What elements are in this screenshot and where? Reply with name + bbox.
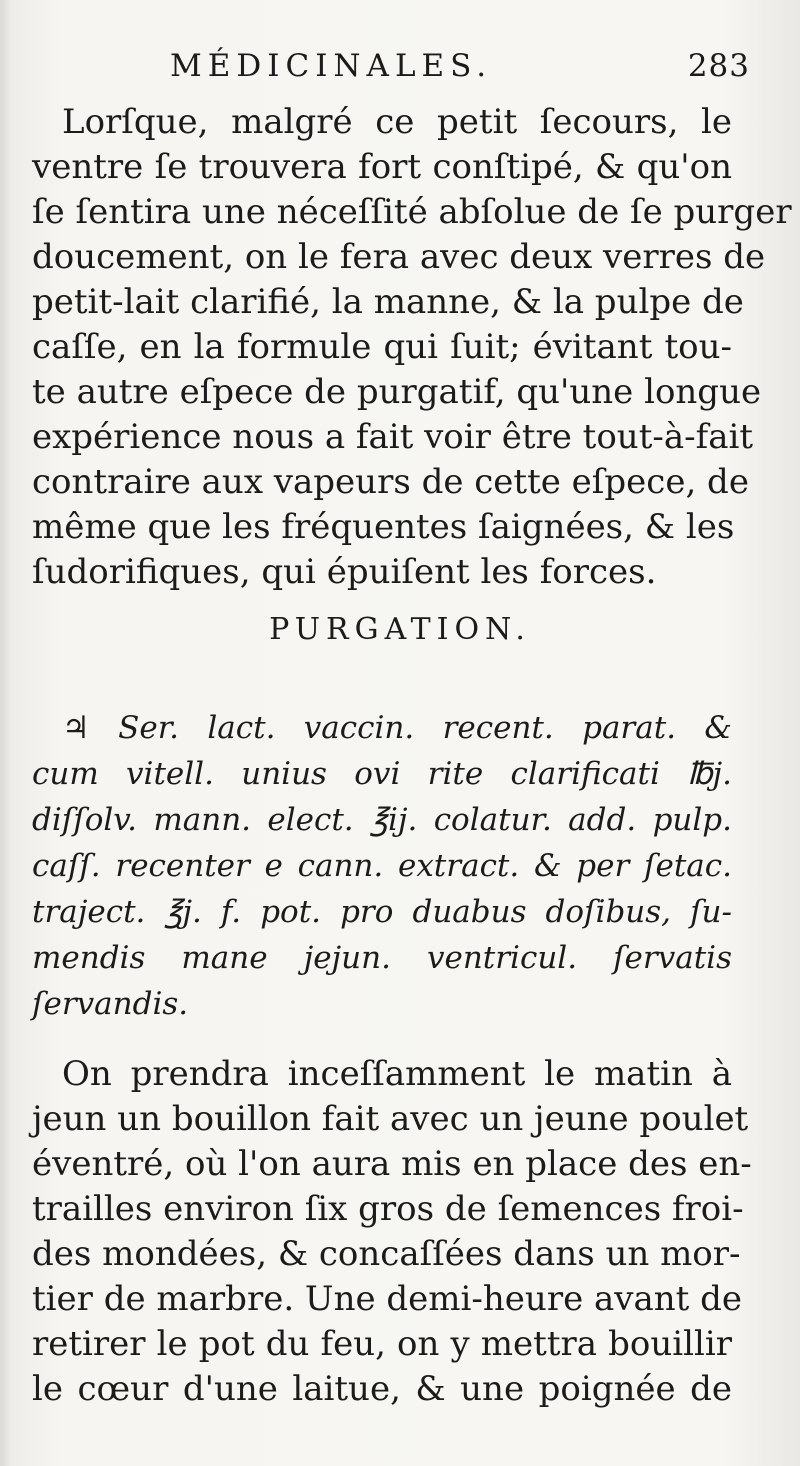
prescription-line: caſſ. recenter e cann. extract. & per ſetac. xyxy=(32,848,732,884)
text-line: des mondées, & concaſſées dans un mor- xyxy=(32,1234,741,1274)
text-line: ventre ſe trouvera fort conſtipé, & qu'on xyxy=(32,147,732,187)
text-line: éventré, où l'on aura mis en place des en- xyxy=(32,1144,752,1184)
prescription-line: cum vitell. unius ovi rite clarificati ℔j. xyxy=(32,756,732,792)
page-number: 283 xyxy=(687,48,750,84)
text-line: Lorſque, malgré ce petit ſecours, le xyxy=(62,102,732,142)
prescription-line: ſervandis. xyxy=(32,986,189,1022)
text-line: doucement, on le fera avec deux verres de xyxy=(32,237,766,277)
jupiter-recipe-symbol: ♃ xyxy=(62,710,90,746)
header-title: MÉDICINALES. xyxy=(170,48,493,84)
prescription-block xyxy=(32,705,732,1027)
prescription-line: traject. ℥j. f. pot. pro duabus doſibus, ſu- xyxy=(32,894,732,930)
prescription-line: mendis mane jejun. ventricul. ſervatis xyxy=(32,940,732,976)
text-line: même que les fréquentes ſaignées, & les xyxy=(32,507,735,547)
text-line: ſudorifiques, qui épuiſent les forces. xyxy=(32,552,657,592)
paragraph-1 xyxy=(32,100,792,595)
text-line: le cœur d'une laitue, & une poignée de xyxy=(32,1369,732,1409)
text-line: On prendra inceſſamment le matin à xyxy=(62,1054,732,1094)
text-line: petit-lait clarifié, la manne, & la pulpe de xyxy=(32,282,744,322)
text-line: contraire aux vapeurs de cette eſpece, de xyxy=(32,462,749,502)
text-line: retirer le pot du feu, on y mettra bouillir xyxy=(32,1324,732,1364)
paragraph-2 xyxy=(32,1052,752,1412)
text-line: expérience nous a fait voir être tout-à-fait xyxy=(32,417,754,457)
text-line: jeun un bouillon fait avec un jeune poulet xyxy=(32,1099,749,1139)
section-title: PURGATION. xyxy=(269,612,531,647)
prescription-line: diſſolv. mann. elect. ℥ij. colatur. add. pulp. xyxy=(32,802,732,838)
prescription-text: Ser. lact. vaccin. recent. parat. & xyxy=(118,710,732,746)
text-line: te autre eſpece de purgatif, qu'une longue xyxy=(32,372,762,412)
prescription-line-first xyxy=(32,705,732,751)
text-line: trailles environ ſix gros de ſemences froi- xyxy=(32,1189,744,1229)
text-line: caſſe, en la formule qui ſuit; évitant tou- xyxy=(32,327,732,367)
text-line: tier de marbre. Une demi-heure avant de xyxy=(32,1279,742,1319)
page-edge xyxy=(0,0,12,1466)
text-line: ſe ſentira une néceſſité abſolue de ſe purger xyxy=(32,192,792,232)
